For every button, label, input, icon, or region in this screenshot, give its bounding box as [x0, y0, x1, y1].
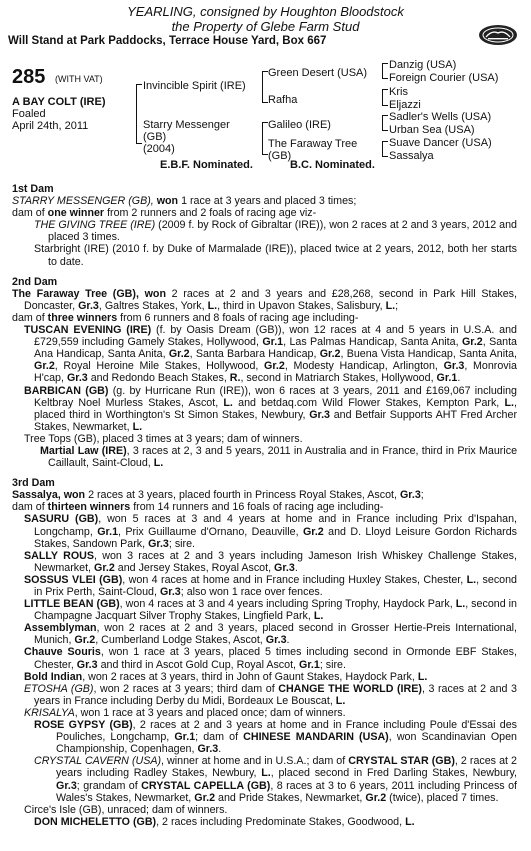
pedigree-dam-line2: (GB)	[143, 131, 167, 143]
little-bean-entry: LITTLE BEAN (GB), won 4 races at 3 and 4 years including Spring Trophy, Haydock Park, L., second in Champagne Jacquart Silver Trophy Stakes, Lingfield Park, L.	[24, 598, 517, 623]
pedigree-dam-sire: Galileo (IRE)	[268, 119, 331, 131]
bc-nominated: B.C. Nominated.	[290, 159, 375, 171]
lot-description: A BAY COLT (IRE)	[12, 96, 106, 108]
tree-tops-entry: Tree Tops (GB), placed 3 times at 3 years; dam of winners.	[24, 432, 303, 445]
tuscan-evening-entry: TUSCAN EVENING (IRE) (f. by Oasis Dream (GB)), won 12 races at 4 and 5 years in U.S.A. and £729,559 including Gamely Stakes, Hollywood, Gr.1, Las Palmas Handicap, Santa Anita, Gr.2, Santa Ana Handicap, Santa Anita, Gr.2, Santa Barbara Handicap, Gr.2, Buena Vista Handicap, Santa Anita, Gr.2, Royal Heroine Mile Stakes, Hollywood, Gr.2, Modesty Handicap, Arlington, Gr.3, Monrovia H'cap, Gr.3 and Redondo Beach Stakes, R., second in Matriarch Stakes, Hollywood, Gr.1.	[24, 324, 517, 385]
pedigree-sdd: Eljazzi	[389, 99, 421, 111]
bold-indian-entry: Bold Indian, won 2 races at 3 years, third in John of Gaunt Stakes, Haydock Park, L.	[24, 670, 428, 683]
circes-isle-entry: Circe's Isle (GB), unraced; dam of winners.	[24, 803, 228, 816]
consignor-logo-icon	[478, 24, 518, 46]
pedigree-sss: Danzig (USA)	[389, 59, 457, 71]
chauve-souris-entry: Chauve Souris, won 1 race at 3 years, placed 5 times including second in Ormonde EBF Stakes, Chester, Gr.3 and third in Ascot Gold Cup, Royal Ascot, Gr.1; sire.	[24, 646, 517, 671]
second-dam-heading: 2nd Dam	[12, 275, 58, 288]
etosha-entry: ETOSHA (GB), won 2 races at 3 years; third dam of CHANGE THE WORLD (IRE), 3 races at 2 and 3 years in France including Derby du Midi, Bordeaux Le Bouscat, L.	[24, 682, 517, 707]
pedigree-dds: Suave Dancer (USA)	[389, 137, 492, 149]
ebf-nominated: E.B.F. Nominated.	[160, 159, 253, 171]
pedigree-ssd: Foreign Courier (USA)	[389, 72, 499, 84]
first-dam-heading: 1st Dam	[12, 183, 54, 195]
first-dam-record: STARRY MESSENGER (GB), won 1 race at 3 years and placed 3 times;	[12, 195, 357, 208]
third-dam-heading: 3rd Dam	[12, 477, 55, 490]
sasuru-entry: SASURU (GB), won 5 races at 3 and 4 years at home and in France including Prix d'Ispahan, Longchamp, Gr.1, Prix Guillaume d'Ornano, Deauville, Gr.2 and D. Lloyd Leisure Gordon Richards Stakes, Sandown Park, Gr.3; sire.	[24, 513, 517, 550]
pedigree-sire: Invincible Spirit (IRE)	[143, 80, 246, 92]
stand-location: Will Stand at Park Paddocks, Terrace House Yard, Box 667	[8, 35, 327, 47]
martial-law-entry: Martial Law (IRE), 3 races at 2, 3 and 5 years, 2011 in Australia and in France, third in Prix Maurice Caillault, Saint-Cloud, L.	[40, 444, 518, 470]
lot-number: 285	[12, 66, 46, 88]
third-dam-record: Sassalya, won 2 races at 3 years, placed fourth in Princess Royal Stakes, Ascot, Gr.3;	[12, 489, 424, 502]
foaled-label: Foaled	[12, 108, 46, 120]
property-line: the Property of Glebe Farm Stud	[171, 19, 360, 34]
pedigree-dsd: Urban Sea (USA)	[389, 124, 475, 136]
sossus-vlei-entry: SOSSUS VLEI (GB), won 4 races at home and in France including Huxley Stakes, Chester, L., second in Prix Perth, Saint-Cloud, Gr.3; also won 1 race over fences.	[24, 573, 517, 598]
pedigree-dam-line3: (2004)	[143, 143, 175, 155]
don-micheletto-entry: DON MICHELETTO (GB), 2 races including Predominate Stakes, Goodwood, L.	[34, 815, 415, 828]
pedigree-bracket-sd	[382, 89, 388, 106]
catalogue-body	[12, 183, 517, 828]
first-dam-produce-intro: dam of one winner from 2 runners and 2 foals of racing age viz-	[12, 207, 317, 220]
second-dam-record: The Faraway Tree (GB), won 2 races at 2 and 3 years and £28,268, second in Park Hill Stakes, Doncaster, Gr.3, Galtres Stakes, York, L., third in Upavon Stakes, Salisbury, L.;	[12, 287, 517, 312]
pedigree-dss: Sadler's Wells (USA)	[389, 111, 492, 123]
pedigree-bracket-main	[136, 84, 142, 144]
barbican-entry: BARBICAN (GB) (g. by Hurricane Run (IRE)), won 6 races at 3 years, 2011 and £169,067 including Keltbray Noel Murless Stakes, Ascot, L. and betdaq.com Wild Flower Stakes, Kempton Park, L., placed third in Worthington's St Simon Stakes, Newbury, Gr.3 and Betfair Supports AHT Fred Archer Stakes, Newmarket, L.	[24, 384, 517, 433]
pedigree-bracket-ds	[382, 115, 388, 131]
pedigree-bracket-ss	[382, 63, 388, 79]
vat-note: (WITH VAT)	[55, 74, 103, 84]
pedigree-ddd: Sassalya	[389, 150, 434, 162]
assemblyman-entry: Assemblyman, won 2 races at 2 and 3 years, placed second in Grosser Hertie-Preis International, Munich, Gr.2, Cumberland Lodge Stakes, Ascot, Gr.3.	[24, 622, 517, 647]
pedigree-dam-dam-line1: The Faraway Tree	[268, 138, 358, 150]
second-dam-produce-intro: dam of three winners from 6 runners and 8 foals of racing age including-	[12, 311, 359, 324]
pedigree-sire-dam: Rafha	[268, 94, 298, 106]
first-dam-foal-1: THE GIVING TREE (IRE) (2009 f. by Rock of Gibraltar (IRE)), won 2 races at 2 and 3 years, 2012 and placed 3 times.	[34, 219, 517, 244]
pedigree-dam-dam-line2: (GB)	[268, 150, 292, 162]
foaled-date: April 24th, 2011	[12, 120, 89, 132]
pedigree-sire-sire: Green Desert (USA)	[268, 67, 368, 79]
pedigree-bracket-dd	[382, 141, 388, 157]
crystal-cavern-entry: CRYSTAL CAVERN (USA), winner at home and in U.S.A.; dam of CRYSTAL STAR (GB), 2 races at 2 years including Radley Stakes, Newbury, L., placed second in Fred Darling Stakes, Newbury, Gr.3; grandam of CRYSTAL CAPELLA (GB), 8 races at 3 to 6 years, 2011 including Princess of Wales's Stakes, Newmarket, Gr.2 and Pride Stakes, Newmarket, Gr.2 (twice), placed 7 times.	[34, 755, 517, 804]
krisalya-entry: KRISALYA, won 1 race at 3 years and placed once; dam of winners.	[24, 706, 346, 719]
third-dam-produce-intro: dam of thirteen winners from 14 runners and 16 foals of racing age including-	[12, 501, 384, 514]
first-dam-foal-2: Starbright (IRE) (2010 f. by Duke of Marmalade (IRE)), placed twice at 2 years, 2012, both her starts to date.	[34, 243, 517, 268]
sally-rous-entry: SALLY ROUS, won 3 races at 2 and 3 years including Jameson Irish Whiskey Challenge Stakes, Newmarket, Gr.2 and Jersey Stakes, Royal Ascot, Gr.3.	[24, 549, 517, 574]
pedigree-dam-line1: Starry Messenger	[143, 119, 230, 131]
pedigree-sds: Kris	[389, 86, 408, 98]
consignor-line: YEARLING, consigned by Houghton Bloodstock	[127, 4, 404, 19]
rose-gypsy-entry: ROSE GYPSY (GB), 2 races at 2 and 3 years at home and in France including Poule d'Essai des Pouliches, Longchamp, Gr.1; dam of CHINESE MANDARIN (USA), won Scandinavian Open Championship, Copenhagen, Gr.3.	[34, 719, 517, 756]
